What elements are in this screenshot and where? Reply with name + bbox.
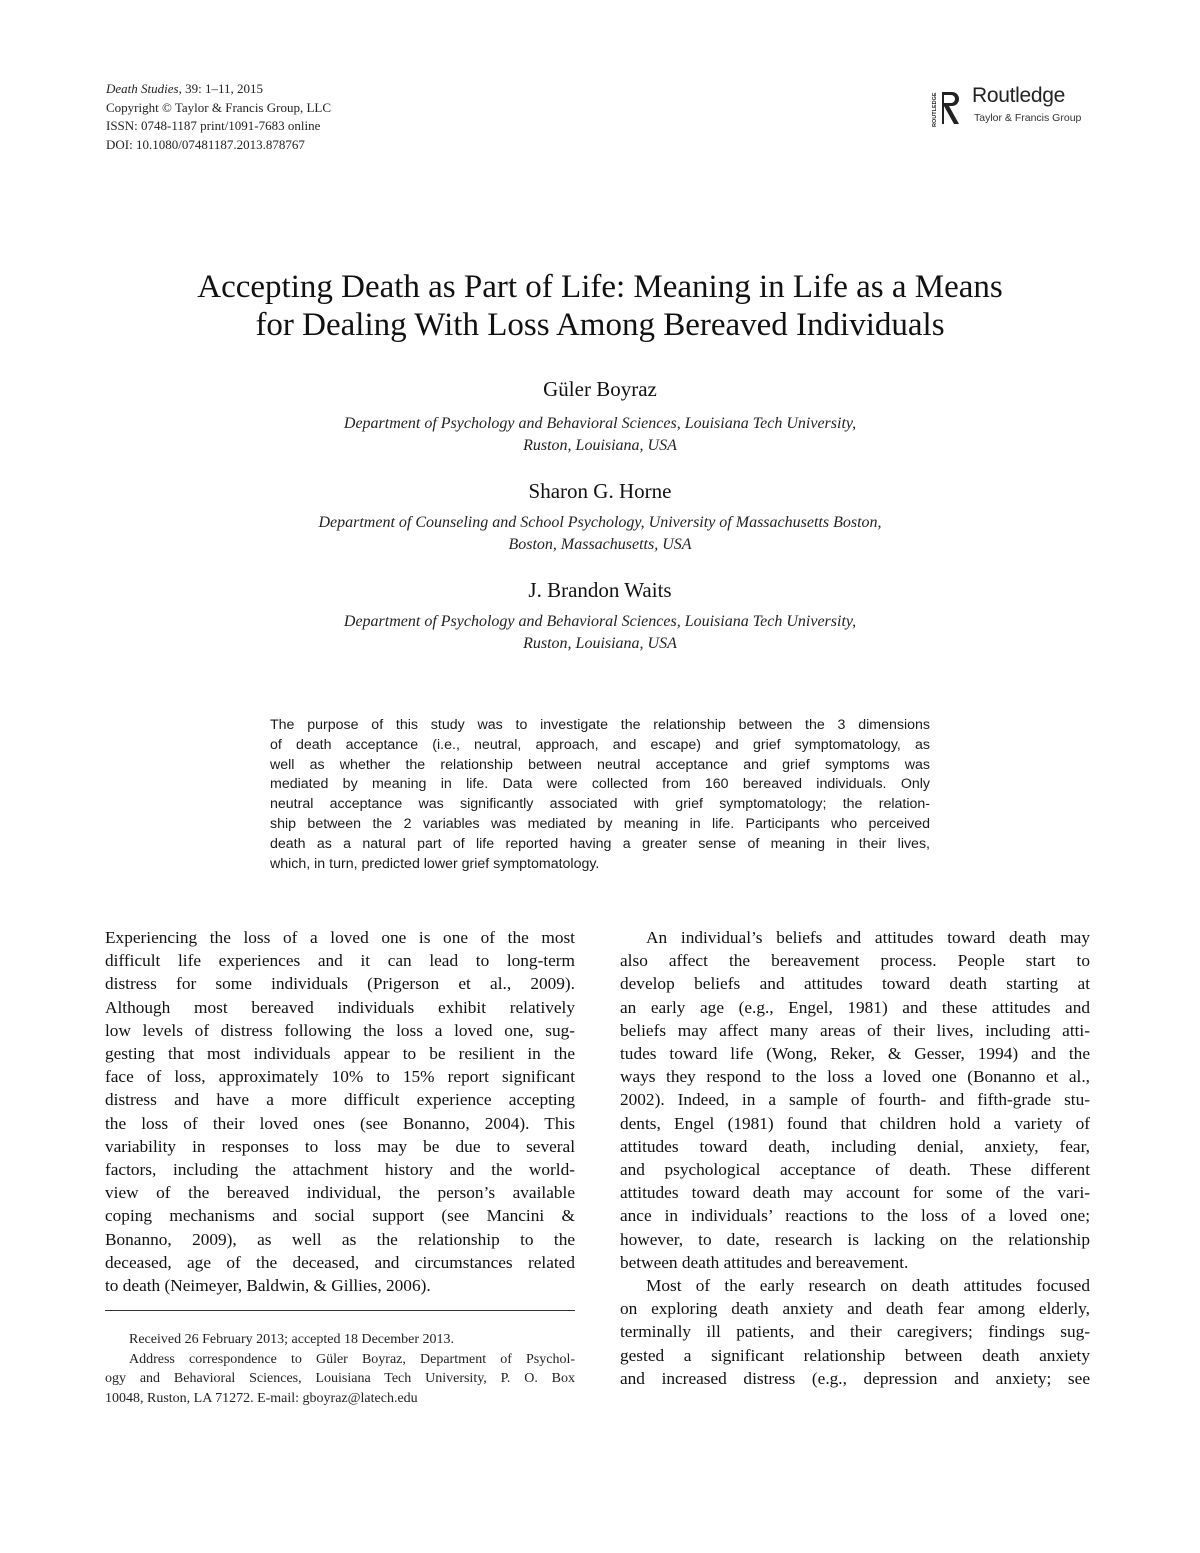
body-line: Most of the early research on death attitudes focused	[646, 1276, 1090, 1296]
body-column-left	[105, 926, 575, 1297]
abstract-line: well as whether the relationship between neutral acceptance and grief symptoms was	[270, 756, 930, 773]
body-line: view of the bereaved individual, the person’s available	[105, 1183, 575, 1203]
footnote-line: Address correspondence to Güler Boyraz, Department of Psychol-	[129, 1351, 575, 1367]
journal-issn: ISSN: 0748-1187 print/1091-7683 online	[106, 118, 321, 133]
body-column-right	[620, 926, 1090, 1390]
affiliation-line: Ruston, Louisiana, USA	[523, 437, 677, 454]
journal-doi: DOI: 10.1080/07481187.2013.878767	[106, 136, 305, 152]
abstract	[270, 716, 930, 874]
footnote-line: 10048, Ruston, LA 71272. E-mail: gboyraz@latech.edu	[105, 1390, 418, 1406]
body-line: on exploring death anxiety and death fear among elderly,	[620, 1299, 1090, 1319]
author-name: Güler Boyraz	[543, 377, 657, 401]
body-line: to death (Neimeyer, Baldwin, & Gillies, 2006).	[105, 1276, 431, 1296]
body-line: distress and have a more difficult experience accepting	[105, 1090, 575, 1110]
body-line: tudes toward life (Wong, Reker, & Gesser, 1994) and the	[620, 1044, 1090, 1064]
affiliation-line: Department of Psychology and Behavioral Sciences, Louisiana Tech University,	[343, 415, 857, 432]
body-line: factors, including the attachment history and the world-	[105, 1160, 575, 1180]
title-line: Accepting Death as Part of Life: Meaning in Life as a Means	[197, 269, 1003, 305]
abstract-line: The purpose of this study was to investigate the relationship between the 3 dimensions	[270, 717, 930, 733]
title-line: for Dealing With Loss Among Bereaved Individuals	[255, 307, 945, 343]
body-line: an early age (e.g., Engel, 1981) and these attitudes and	[620, 997, 1090, 1017]
body-line: deceased, age of the deceased, and circumstances related	[105, 1252, 575, 1272]
body-line: also affect the bereavement process. People start to	[620, 951, 1090, 971]
body-line: variability in responses to loss may be due to several	[105, 1136, 575, 1156]
affiliation-line: Boston, Massachusetts, USA	[508, 536, 692, 553]
abstract-line: which, in turn, predicted lower grief symptomatology.	[270, 855, 600, 872]
body-line: Bonanno, 2009), as well as the relationship to the	[105, 1229, 575, 1249]
body-line: distress for some individuals (Prigerson et al., 2009).	[105, 974, 575, 994]
journal-info	[106, 80, 331, 154]
body-line: attitudes toward death may account for some of the vari-	[620, 1183, 1090, 1203]
body-line: develop beliefs and attitudes toward death starting at	[620, 974, 1090, 994]
abstract-line: neutral acceptance was significantly associated with grief symptomatology; the relation-	[270, 796, 930, 813]
body-line: however, to date, research is lacking on the relationship	[620, 1229, 1090, 1249]
author-affiliation	[100, 611, 1100, 655]
body-line: 2002). Indeed, in a sample of fourth- and fifth-grade stu-	[620, 1090, 1090, 1110]
publisher-name: Routledge	[972, 84, 1066, 107]
body-line: gesting that most individuals appear to be resilient in the	[105, 1044, 575, 1064]
abstract-line: of death acceptance (i.e., neutral, approach, and escape) and grief symptomatology, as	[270, 736, 930, 753]
abstract-line: death as a natural part of life reported having a greater sense of meaning in their lives,	[270, 835, 930, 852]
body-line: the loss of their loved ones (see Bonanno, 2004). This	[105, 1113, 575, 1133]
body-line: coping mechanisms and social support (see Mancini &	[105, 1206, 575, 1226]
author-name: J. Brandon Waits	[528, 578, 672, 602]
body-line: ways they respond to the loss a loved one (Bonanno et al.,	[620, 1067, 1090, 1087]
body-line: face of loss, approximately 10% to 15% report significant	[105, 1067, 575, 1087]
footnote-line: ogy and Behavioral Sciences, Louisiana Tech University, P. O. Box	[105, 1371, 575, 1387]
body-line: difficult life experiences and it can lead to long-term	[105, 951, 575, 971]
body-line: and increased distress (e.g., depression and anxiety; see	[620, 1368, 1090, 1388]
journal-citation	[106, 80, 331, 99]
body-line: gested a significant relationship between death anxiety	[620, 1345, 1090, 1365]
abstract-line: mediated by meaning in life. Data were collected from 160 bereaved individuals. Only	[270, 776, 930, 793]
publisher-group: Taylor & Francis Group	[974, 112, 1082, 124]
affiliation-line: Department of Counseling and School Psychology, University of Massachusetts Boston,	[318, 514, 882, 531]
publisher-logo-wordmark: ROUTLEDGE	[932, 92, 938, 127]
body-line: ance in individuals’ reactions to the loss of a loved one;	[620, 1206, 1090, 1226]
body-line: dents, Engel (1981) found that children hold a variety of	[620, 1113, 1090, 1133]
journal-volume: , 39: 1–11, 2015	[178, 81, 263, 96]
routledge-logo-icon	[930, 84, 966, 128]
body-line: between death attitudes and bereavement.	[620, 1252, 909, 1272]
body-line: An individual’s beliefs and attitudes toward death may	[646, 928, 1090, 947]
author-affiliation	[100, 413, 1100, 457]
journal-name: Death Studies	[106, 81, 179, 96]
body-line: attitudes toward death, including denial, anxiety, fear,	[620, 1136, 1090, 1156]
body-line: low levels of distress following the loss a loved one, sug-	[105, 1020, 575, 1040]
footnotes	[105, 1330, 575, 1408]
body-line: and psychological acceptance of death. These different	[620, 1160, 1090, 1180]
journal-copyright: Copyright © Taylor & Francis Group, LLC	[106, 99, 332, 115]
abstract-line: ship between the 2 variables was mediated by meaning in life. Participants who perceived	[270, 815, 930, 832]
footnote-line: Received 26 February 2013; accepted 18 December 2013.	[129, 1332, 454, 1347]
body-line: Although most bereaved individuals exhibit relatively	[105, 997, 575, 1017]
affiliation-line: Department of Psychology and Behavioral Sciences, Louisiana Tech University,	[343, 613, 857, 630]
body-line: terminally ill patients, and their caregivers; findings sug-	[620, 1322, 1090, 1342]
article-title	[100, 268, 1100, 344]
body-line: Experiencing the loss of a loved one is one of the most	[105, 928, 575, 947]
author-name: Sharon G. Horne	[528, 479, 672, 503]
author-affiliation	[100, 512, 1100, 556]
footnote-divider	[105, 1310, 575, 1311]
body-line: beliefs may affect many areas of their lives, including atti-	[620, 1020, 1090, 1040]
affiliation-line: Ruston, Louisiana, USA	[523, 635, 677, 652]
